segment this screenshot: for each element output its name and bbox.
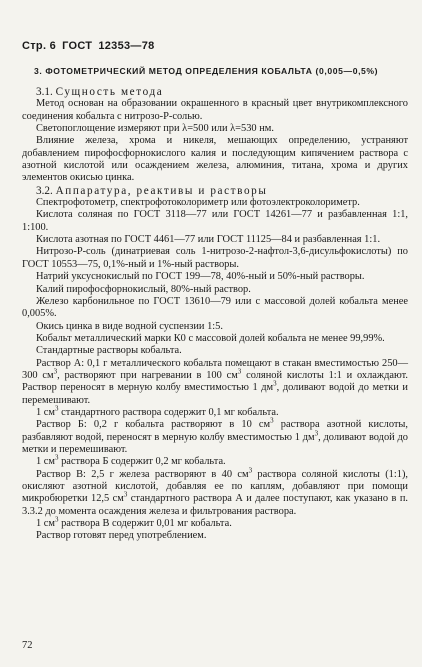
- solution-a-concentration: 1 $см^3$ стандартного раствора содержит 0,1 мг кобальта.: [36, 404, 279, 418]
- reagent-item: Нитрозо-Р-соль (динатриевая соль 1-нитрозо-2-нафтол-3,6-дисульфокислоты) по ГОСТ 10553—75, 0,1%-ный и 1%-ный растворы.: [22, 246, 408, 270]
- solution-b-concentration: 1 $см^3$ раствора Б содержит 0,2 мг кобальта.: [36, 453, 226, 468]
- subsection-heading-3-2: [22, 185, 408, 197]
- solution-v-paragraph: Раствор В: 2,5 г железа растворяют в 40 $см^3$ раствора соляной кислоты (1:1), окисляют азотной кислотой, добавляя ее по каплям, добавляют при помощи микробюретки 12,5 $см^3$ стандартного раствора А и далее поступают, как указано в п. 3.3.2 до момента осаждения железа и фильтрования раствора.: [22, 466, 408, 517]
- subsection-number: 3.1.: [36, 86, 53, 98]
- reagent-item: Окись цинка в виде водной суспензии 1:5.: [36, 320, 223, 332]
- reagent-item: Кобальт металлический марки К0 с массовой долей кобальта не менее 99,99%.: [36, 332, 385, 344]
- reagent-item: Кислота соляная по ГОСТ 3118—77 или ГОСТ 14261—77 и разбавленная 1:1, 1:100.: [22, 209, 408, 233]
- gost-number: 12353—78: [98, 40, 155, 52]
- section-title: 3. ФОТОМЕТРИЧЕСКИЙ МЕТОД ОПРЕДЕЛЕНИЯ КОБАЛЬТА (0,005—0,5%): [34, 66, 379, 76]
- page-number: 72: [22, 640, 33, 651]
- document-body: [22, 86, 408, 543]
- paragraph: Метод основан на образовании окрашенного в красный цвет внутрикомплексного соединения кобальта с нитрозо-Р-солью.: [22, 98, 408, 122]
- solution-a-paragraph: Раствор А: 0,1 г металлического кобальта помещают в стакан вместимостью 250—300 $см^3$, растворяют при нагревании в 100 $см^3$ соляной кислоты 1:1 и охлаждают. Раствор переносят в мерную колбу вместимостью 1 $дм^3$, доливают водой до метки и перемешивают.: [22, 357, 408, 406]
- paragraph: Влияние железа, хрома и никеля, мешающих определению, устраняют добавлением пирофосфорнокислого калия и последующим кипячением раствора с азотной кислотой или осаждением железа, алюминия, титана, хрома и других элементов окисью цинка.: [22, 135, 408, 184]
- page-label: Стр. 6: [22, 40, 57, 52]
- paragraph: Светопоглощение измеряют при λ=500 или λ=530 нм.: [36, 123, 274, 135]
- reagent-item: Калий пирофосфорнокислый, 80%-ный раствор.: [36, 283, 251, 295]
- reagent-item: Железо карбонильное по ГОСТ 13610—79 или с массовой долей кобальта менее 0,005%.: [22, 295, 408, 320]
- subsection-title: Аппаратура, реактивы и растворы: [55, 184, 268, 197]
- final-note: Раствор готовят перед употреблением.: [36, 530, 207, 542]
- solution-b-paragraph: Раствор Б: 0,2 г кобальта растворяют в 10 $см^3$ раствора азотной кислоты, разбавляют водой, переносят в мерную колбу вместимостью 1 $дм^3$, доливают водой до метки и перемешивают.: [22, 416, 408, 455]
- page-header: [22, 40, 161, 52]
- reagent-item: Натрий уксуснокислый по ГОСТ 199—78, 40%-ный и 50%-ный растворы.: [36, 271, 365, 283]
- reagent-item: Спектрофотометр, спектрофотоколориметр или фотоэлектроколориметр.: [36, 197, 360, 209]
- reagent-item: Стандартные растворы кобальта.: [36, 345, 182, 357]
- subsection-number: 3.2.: [36, 184, 53, 197]
- subsection-heading-3-1: [22, 86, 408, 98]
- subsection-title: Сущность метода: [55, 86, 164, 98]
- reagent-item: Кислота азотная по ГОСТ 4461—77 или ГОСТ 11125—84 и разбавленная 1:1.: [36, 234, 381, 246]
- gost-label: ГОСТ: [62, 40, 93, 52]
- solution-v-concentration: 1 $см^3$ раствора В содержит 0,01 мг кобальта.: [36, 515, 232, 530]
